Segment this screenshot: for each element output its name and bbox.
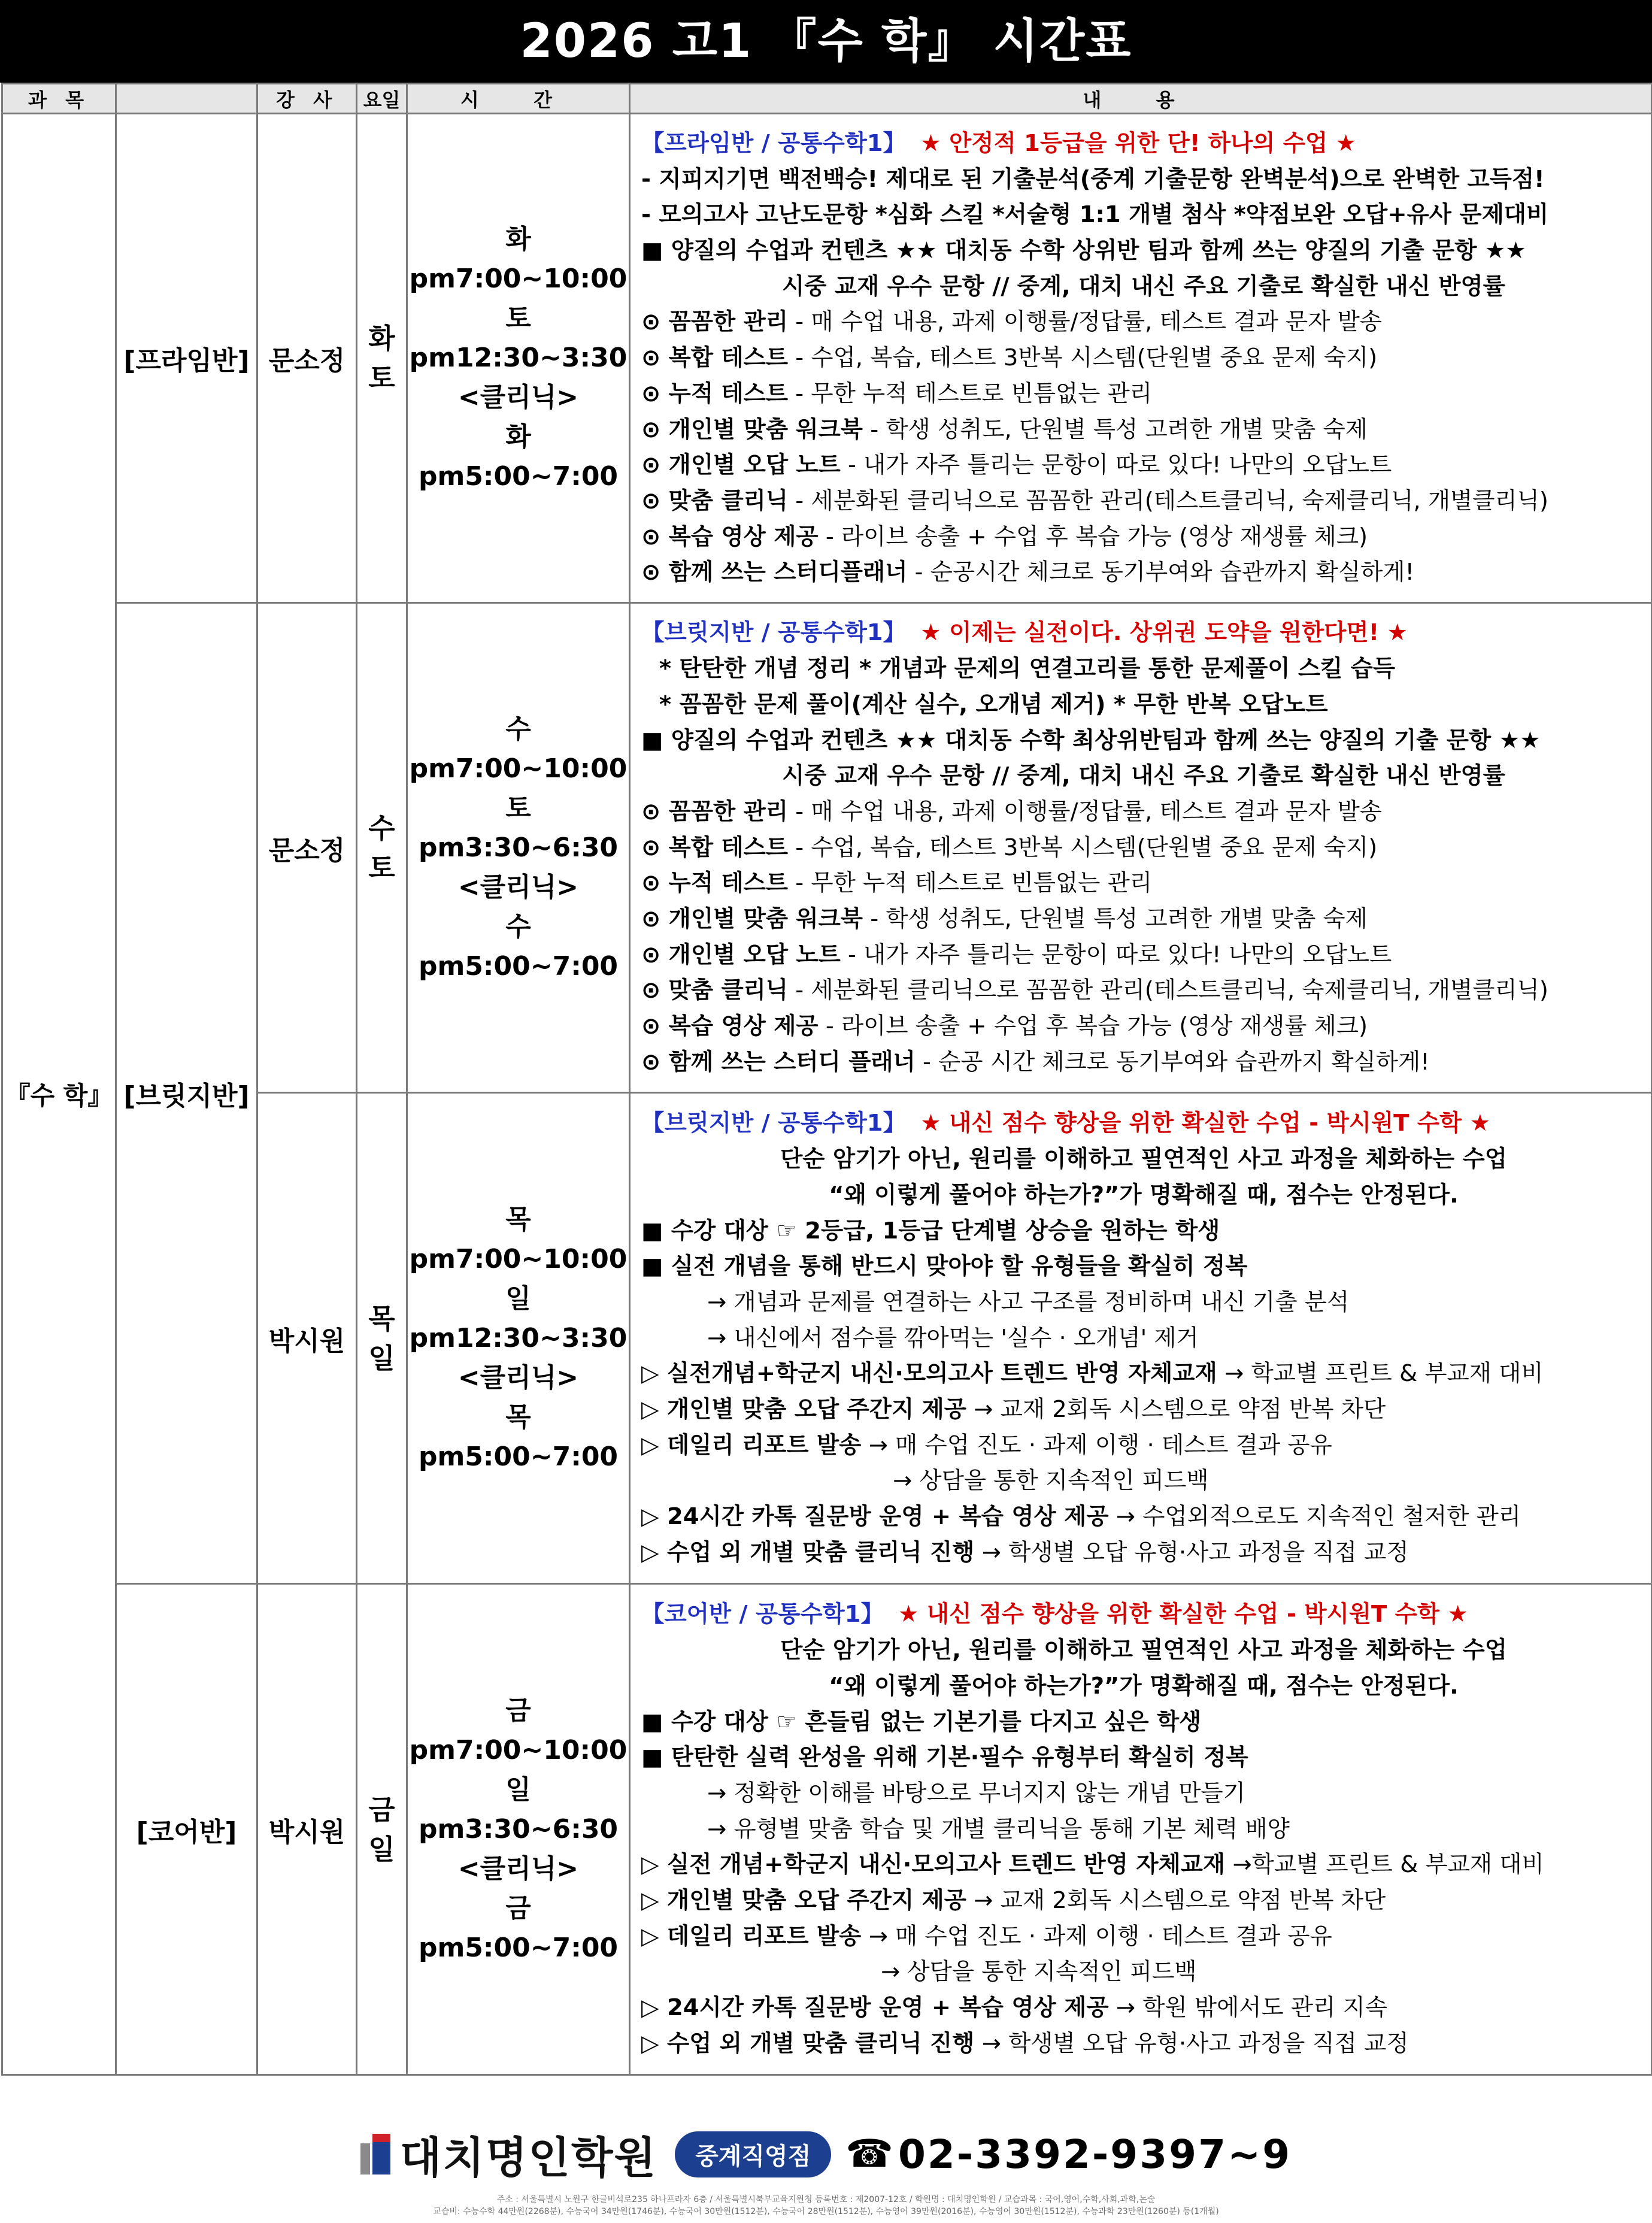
feature-name: ⊙ 복습 영상 제공 xyxy=(641,523,819,550)
feature-name: ⊙ 복합 테스트 xyxy=(641,344,789,372)
time-label: 화pm7:00~10:00 xyxy=(409,224,628,294)
branch-badge: 중계직영점 xyxy=(675,2131,831,2177)
content-line: 시중 교재 우수 문항 // 중계, 대치 내신 주요 기출로 확실한 내신 반영률 xyxy=(782,272,1505,300)
feature-description: → 학원 밖에서도 관리 지속 xyxy=(1108,1994,1387,2022)
feature-name: ⊙ 복합 테스트 xyxy=(641,834,789,861)
time-label: 토pm3:30~6:30 xyxy=(418,792,619,863)
content-line: → 상담을 통한 지속적인 피드백 xyxy=(893,1467,1209,1495)
academy-logo-icon xyxy=(360,2134,392,2174)
feature-name: ▷ 데일리 리포트 발송 xyxy=(641,1922,862,1950)
content-line xyxy=(641,794,1646,830)
feature-name: ⊙ 맞춤 클리닉 xyxy=(641,487,789,514)
time-label: <클리닉> xyxy=(457,1362,579,1393)
content-line: ■ 탄탄한 실력 완성을 위해 기본·필수 유형부터 확실히 정복 xyxy=(641,1744,1248,1771)
content-line xyxy=(641,412,1646,448)
day-label: 토 xyxy=(368,362,395,394)
class-name-cell: [프라임반] xyxy=(116,114,257,603)
time-label: <클리닉> xyxy=(457,871,579,902)
content-line: “왜 이렇게 풀어야 하는가?”가 명확해질 때, 점수는 안정된다. xyxy=(829,1672,1459,1700)
content-line xyxy=(641,865,1646,901)
days-cell xyxy=(357,114,407,603)
academy-name: 대치명인학원 xyxy=(399,2133,657,2183)
content-line xyxy=(641,1499,1646,1535)
page-title: 2026 고1 『수 학』 시간표 xyxy=(0,0,1652,83)
day-label: 일 xyxy=(368,1833,395,1865)
feature-description: - 수업, 복습, 테스트 3반복 시스템(단원별 중요 문제 숙지) xyxy=(788,834,1378,861)
feature-description: - 세분화된 클리닉으로 꼼꼼한 관리(테스트클리닉, 숙제클리닉, 개별클리닉) xyxy=(788,487,1548,514)
table-header-row xyxy=(2,84,1652,114)
content-line xyxy=(641,1597,1646,1633)
content-line xyxy=(641,937,1646,973)
content-line xyxy=(641,483,1646,519)
feature-description: - 순공시간 체크로 동기부여와 습관까지 확실하게! xyxy=(907,559,1414,586)
class-heading: 【코어반 / 공통수학1】 xyxy=(641,1601,884,1628)
feature-name: ▷ 개인별 맞춤 오답 주간지 제공 xyxy=(641,1887,966,1915)
content-line xyxy=(641,1883,1646,1919)
feature-name: ⊙ 개인별 맞춤 워크북 xyxy=(641,416,863,443)
class-slogan: ★ 이제는 실전이다. 상위권 도약을 원한다면! ★ xyxy=(920,619,1408,647)
content-line: → 유형별 맞춤 학습 및 개별 클리닉을 통해 기본 체력 배양 xyxy=(707,1815,1290,1843)
feature-description: → 학교별 프린트 & 부교재 대비 xyxy=(1217,1360,1544,1388)
feature-description: → 교재 2회독 시스템으로 약점 반복 차단 xyxy=(966,1396,1386,1424)
class-name-cell: [코어반] xyxy=(116,1584,257,2075)
time-label: 화pm5:00~7:00 xyxy=(418,422,619,492)
content-line xyxy=(641,615,1646,651)
time-label: 토pm12:30~3:30 xyxy=(409,303,628,373)
content-line xyxy=(641,1008,1646,1044)
table-row xyxy=(2,1584,1652,2075)
feature-description: - 매 수업 내용, 과제 이행률/정답률, 테스트 결과 문자 발송 xyxy=(788,798,1382,825)
content-line xyxy=(641,1847,1646,1883)
content-line xyxy=(641,1428,1646,1464)
times-cell xyxy=(407,114,630,603)
feature-description: → 학생별 오답 유형·사고 과정을 직접 교정 xyxy=(974,1538,1409,1566)
times-cell xyxy=(407,1093,630,1584)
feature-name: ▷ 24시간 카톡 질문방 운영 + 복습 영상 제공 xyxy=(641,1994,1109,2022)
feature-name: ⊙ 함께 쓰는 스터디플래너 xyxy=(641,559,908,586)
footer-fine-print: 교습비: 수능수학 44만원(2268분), 수능국어 34만원(1746분), 수능국어 30만원(1512분), 수능국어 28만원(1512분), 수능영어 39만원(2016분), 수능영어 30만원(1512분), 수능과학 23만원(1260분) 등(1개월) xyxy=(433,2207,1219,2216)
feature-name: ▷ 24시간 카톡 질문방 운영 + 복습 영상 제공 xyxy=(641,1503,1109,1531)
table-row xyxy=(2,114,1652,603)
feature-description: → 매 수업 진도 · 과제 이행 · 테스트 결과 공유 xyxy=(861,1431,1332,1459)
feature-name: ⊙ 복습 영상 제공 xyxy=(641,1013,819,1040)
content-line xyxy=(641,304,1646,340)
feature-description: - 학생 성취도, 단원별 특성 고려한 개별 맞춤 숙제 xyxy=(863,905,1368,933)
content-line: ■ 수강 대상 ☞ 흔들림 없는 기본기를 다지고 싶은 학생 xyxy=(641,1708,1202,1736)
content-line xyxy=(641,973,1646,1008)
feature-description: - 수업, 복습, 테스트 3반복 시스템(단원별 중요 문제 숙지) xyxy=(788,344,1378,372)
feature-description: - 무한 누적 테스트로 빈틈없는 관리 xyxy=(788,870,1153,897)
feature-description: - 라이브 송출 + 수업 후 복습 가능 (영상 재생률 체크) xyxy=(818,523,1368,550)
day-label: 일 xyxy=(368,1341,395,1374)
content-line xyxy=(641,1356,1646,1392)
content-line xyxy=(641,1044,1646,1080)
feature-name: ▷ 실전 개념+학군지 내신·모의고사 트렌드 반영 자체교재 xyxy=(641,1851,1226,1879)
content-line xyxy=(641,447,1646,483)
feature-description: - 순공 시간 체크로 동기부여와 습관까지 확실하게! xyxy=(915,1048,1430,1076)
content-line: 시중 교재 우수 문항 // 중계, 대치 내신 주요 기출로 확실한 내신 반영률 xyxy=(782,762,1505,790)
content-line xyxy=(641,555,1646,590)
feature-description: →학교별 프린트 & 부교재 대비 xyxy=(1225,1851,1544,1879)
time-label: 목pm5:00~7:00 xyxy=(418,1401,619,1472)
phone-icon: ☎ xyxy=(845,2132,893,2176)
content-line xyxy=(641,2026,1646,2062)
footer xyxy=(0,2085,1652,2223)
content-line: ■ 양질의 수업과 컨텐츠 ★★ 대치동 수학 상위반 팀과 함께 쓰는 양질의 기출 문항 ★★ xyxy=(641,237,1526,265)
content-line: → 내신에서 점수를 깎아먹는 '실수 · 오개념' 제거 xyxy=(707,1324,1199,1352)
content-line: - 모의고사 고난도문항 *심화 스킬 *서술형 1:1 개별 첨삭 *약점보완 오답+유사 문제대비 xyxy=(641,201,1549,229)
content-cell xyxy=(630,603,1652,1093)
content-cell xyxy=(630,1584,1652,2075)
content-line xyxy=(641,1106,1646,1141)
content-line: ■ 수강 대상 ☞ 2등급, 1등급 단계별 상승을 원하는 학생 xyxy=(641,1217,1220,1244)
content-line: * 꼼꼼한 문제 풀이(계산 실수, 오개념 제거) * 무한 반복 오답노트 xyxy=(659,690,1328,718)
footer-brand-row xyxy=(0,2121,1652,2187)
class-slogan: ★ 안정적 1등급을 위한 단! 하나의 수업 ★ xyxy=(920,129,1357,157)
table-row xyxy=(2,603,1652,1093)
class-heading: 【브릿지반 / 공통수학1】 xyxy=(641,1110,907,1137)
content-cell xyxy=(630,114,1652,603)
header-day: 요일 xyxy=(357,84,407,114)
time-label: 금pm5:00~7:00 xyxy=(418,1892,619,1963)
day-label: 토 xyxy=(368,851,395,884)
day-label: 금 xyxy=(368,1793,395,1826)
feature-name: ⊙ 개인별 오답 노트 xyxy=(641,941,841,968)
content-line xyxy=(641,1535,1646,1571)
time-label: <클리닉> xyxy=(457,382,579,413)
feature-description: → 매 수업 진도 · 과제 이행 · 테스트 결과 공유 xyxy=(861,1922,1332,1950)
content-line xyxy=(641,340,1646,376)
feature-name: ▷ 데일리 리포트 발송 xyxy=(641,1431,862,1459)
days-cell xyxy=(357,1093,407,1584)
feature-name: ⊙ 맞춤 클리닉 xyxy=(641,977,789,1004)
content-line xyxy=(641,1919,1646,1955)
header-time: 시 간 xyxy=(407,84,630,114)
teacher-cell: 박시원 xyxy=(257,1584,357,2075)
feature-description: - 세분화된 클리닉으로 꼼꼼한 관리(테스트클리닉, 숙제클리닉, 개별클리닉) xyxy=(788,977,1548,1004)
feature-name: ⊙ 개인별 맞춤 워크북 xyxy=(641,905,863,933)
times-cell xyxy=(407,1584,630,2075)
content-line: → 정확한 이해를 바탕으로 무너지지 않는 개념 만들기 xyxy=(707,1779,1245,1807)
days-cell xyxy=(357,1584,407,2075)
feature-name: ⊙ 개인별 오답 노트 xyxy=(641,452,841,479)
time-label: 수pm7:00~10:00 xyxy=(409,713,628,784)
class-name-cell: [브릿지반] xyxy=(116,603,257,1584)
content-line xyxy=(641,376,1646,412)
times-cell xyxy=(407,603,630,1093)
day-label: 수 xyxy=(368,811,395,844)
feature-description: - 매 수업 내용, 과제 이행률/정답률, 테스트 결과 문자 발송 xyxy=(788,308,1382,336)
subject-cell: 『수 학』 xyxy=(2,114,116,2075)
content-line: 단순 암기가 아닌, 원리를 이해하고 필연적인 사고 과정을 체화하는 수업 xyxy=(780,1146,1507,1173)
phone-number: 02-3392-9397~9 xyxy=(898,2131,1292,2177)
feature-name: ⊙ 꼼꼼한 관리 xyxy=(641,308,789,336)
content-line xyxy=(641,901,1646,937)
header-class xyxy=(116,84,257,114)
feature-description: - 무한 누적 테스트로 빈틈없는 관리 xyxy=(788,380,1153,407)
content-line xyxy=(641,1392,1646,1428)
header-teacher: 강 사 xyxy=(257,84,357,114)
feature-name: ⊙ 함께 쓰는 스터디 플래너 xyxy=(641,1048,916,1076)
feature-description: → 교재 2회독 시스템으로 약점 반복 차단 xyxy=(966,1887,1386,1915)
feature-name: ⊙ 누적 테스트 xyxy=(641,380,789,407)
class-heading: 【프라임반 / 공통수학1】 xyxy=(641,129,907,157)
feature-description: → 학생별 오답 유형·사고 과정을 직접 교정 xyxy=(974,2030,1409,2057)
teacher-cell: 박시원 xyxy=(257,1093,357,1584)
feature-description: → 수업외적으로도 지속적인 철저한 관리 xyxy=(1108,1503,1521,1531)
teacher-cell: 문소정 xyxy=(257,114,357,603)
content-line xyxy=(641,519,1646,555)
feature-description: - 학생 성취도, 단원별 특성 고려한 개별 맞춤 숙제 xyxy=(863,416,1368,443)
time-label: 목pm7:00~10:00 xyxy=(409,1204,628,1274)
class-heading: 【브릿지반 / 공통수학1】 xyxy=(641,619,907,647)
feature-name: ⊙ 꼼꼼한 관리 xyxy=(641,798,789,825)
days-cell xyxy=(357,603,407,1093)
content-line: → 개념과 문제를 연결하는 사고 구조를 정비하며 내신 기출 분석 xyxy=(707,1288,1350,1316)
time-label: 일pm12:30~3:30 xyxy=(409,1283,628,1353)
header-subject: 과 목 xyxy=(2,84,116,114)
time-label: 일pm3:30~6:30 xyxy=(418,1774,619,1845)
time-label: 금pm7:00~10:00 xyxy=(409,1695,628,1765)
day-label: 화 xyxy=(368,322,395,355)
class-slogan: ★ 내신 점수 향상을 위한 확실한 수업 - 박시원T 수학 ★ xyxy=(898,1601,1468,1628)
feature-name: ▷ 실전개념+학군지 내신·모의고사 트렌드 반영 자체교재 xyxy=(641,1360,1217,1388)
content-line: ■ 양질의 수업과 컨텐츠 ★★ 대치동 수학 최상위반팀과 함께 쓰는 양질의 기출 문항 ★★ xyxy=(641,726,1541,754)
schedule-table xyxy=(1,83,1652,2076)
content-line: - 지피지기면 백전백승! 제대로 된 기출분석(중계 기출문항 완벽분석)으로 완벽한 고득점! xyxy=(641,165,1545,193)
content-line: ■ 실전 개념을 통해 반드시 맞아야 할 유형들을 확실히 정복 xyxy=(641,1253,1248,1280)
content-line xyxy=(641,1990,1646,2026)
feature-description: - 라이브 송출 + 수업 후 복습 가능 (영상 재생률 체크) xyxy=(818,1013,1368,1040)
content-line xyxy=(641,126,1646,162)
content-line: 단순 암기가 아닌, 원리를 이해하고 필연적인 사고 과정을 체화하는 수업 xyxy=(780,1637,1507,1664)
content-line: * 탄탄한 개념 정리 * 개념과 문제의 연결고리를 통한 문제풀이 스킬 습득 xyxy=(659,655,1396,683)
feature-name: ▷ 개인별 맞춤 오답 주간지 제공 xyxy=(641,1396,966,1424)
header-content: 내 용 xyxy=(630,84,1652,114)
feature-name: ⊙ 누적 테스트 xyxy=(641,870,789,897)
teacher-cell: 문소정 xyxy=(257,603,357,1093)
time-label: 수pm5:00~7:00 xyxy=(418,911,619,982)
day-label: 목 xyxy=(368,1302,395,1335)
content-line: → 상담을 통한 지속적인 피드백 xyxy=(881,1958,1197,1986)
content-cell xyxy=(630,1093,1652,1584)
class-slogan: ★ 내신 점수 향상을 위한 확실한 수업 - 박시원T 수학 ★ xyxy=(920,1110,1491,1137)
content-line xyxy=(641,830,1646,866)
time-label: <클리닉> xyxy=(457,1853,579,1884)
footer-fine-print: 주소 : 서울특별시 노원구 한글비석로235 하나프라자 6층 / 서울특별시북부교육지원청 등록번호 : 제2007-12호 / 학원명 : 대치명인학원 / 교습과목 : 국어,영어,수학,사회,과학,논술 xyxy=(496,2195,1156,2204)
content-line: “왜 이렇게 풀어야 하는가?”가 명확해질 때, 점수는 안정된다. xyxy=(829,1181,1459,1209)
feature-description: - 내가 자주 틀리는 문항이 따로 있다! 나만의 오답노트 xyxy=(840,941,1392,968)
feature-name: ▷ 수업 외 개별 맞춤 클리닉 진행 xyxy=(641,1538,975,1566)
feature-name: ▷ 수업 외 개별 맞춤 클리닉 진행 xyxy=(641,2030,975,2057)
feature-description: - 내가 자주 틀리는 문항이 따로 있다! 나만의 오답노트 xyxy=(840,452,1392,479)
